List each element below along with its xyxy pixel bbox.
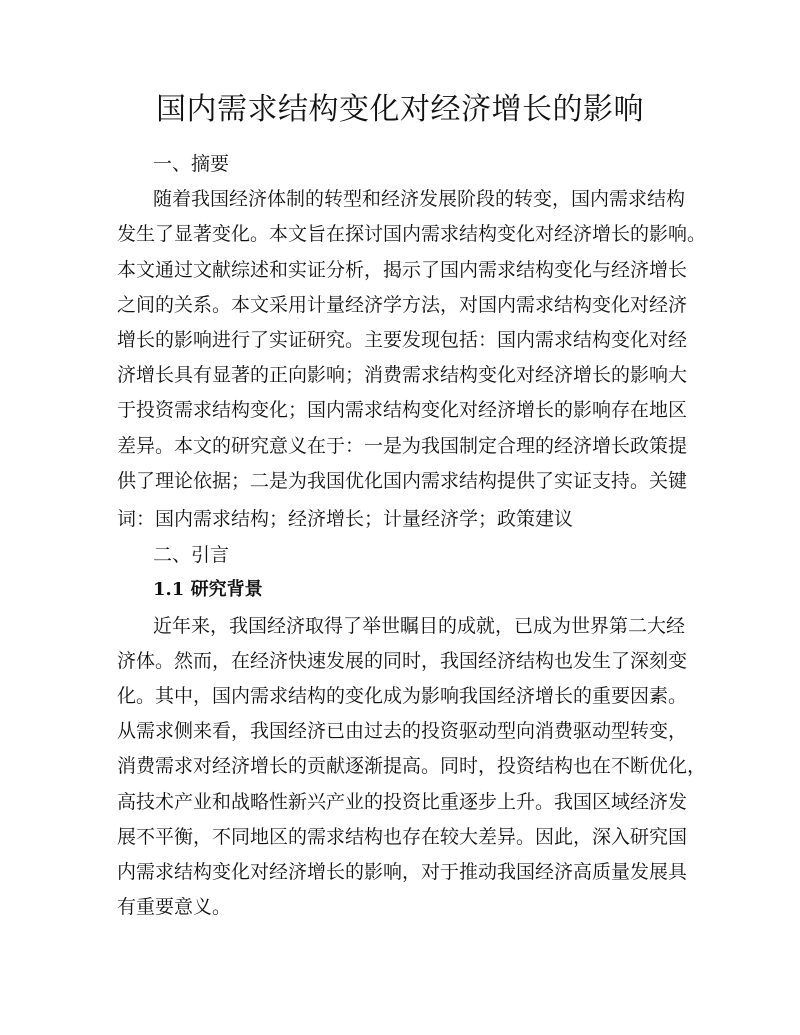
abstract-line: 济增长具有显著的正向影响；消费需求结构变化对经济增长的影响大 [117,364,688,386]
abstract-line: 词：国内需求结构；经济增长；计量经济学；政策建议 [117,508,574,530]
background-line: 济体。然而，在经济快速发展的同时，我国经济结构也发生了深刻变 [117,650,688,672]
background-line: 高技术产业和战略性新兴产业的投资比重逐步上升。我国区域经济发 [117,791,688,813]
background-line: 内需求结构变化对经济增长的影响，对于推动我国经济高质量发展具 [117,861,688,883]
abstract-line: 增长的影响进行了实证研究。主要发现包括：国内需求结构变化对经 [117,329,688,351]
document-title: 国内需求结构变化对经济增长的影响 [156,92,644,127]
background-line: 化。其中，国内需求结构的变化成为影响我国经济增长的重要因素。 [117,685,688,707]
background-line: 近年来，我国经济取得了举世瞩目的成就，已成为世界第二大经 [153,615,686,637]
abstract-line: 于投资需求结构变化；国内需求结构变化对经济增长的影响存在地区 [117,399,688,421]
abstract-line: 供了理论依据；二是为我国优化国内需求结构提供了实证支持。关键 [117,470,688,492]
abstract-line: 随着我国经济体制的转型和经济发展阶段的转变，国内需求结构 [153,188,686,210]
background-line: 有重要意义。 [117,896,232,918]
intro-heading: 二、引言 [153,544,230,566]
abstract-line: 本文通过文献综述和实证分析，揭示了国内需求结构变化与经济增长 [117,259,688,281]
background-line: 展不平衡，不同地区的需求结构也存在较大差异。因此，深入研究国 [117,826,688,848]
abstract-heading: 一、摘要 [153,153,230,175]
abstract-line: 发生了显著变化。本文旨在探讨国内需求结构变化对经济增长的影响。 [117,223,707,245]
background-line: 从需求侧来看，我国经济已由过去的投资驱动型向消费驱动型转变， [117,720,688,742]
abstract-line: 之间的关系。本文采用计量经济学方法，对国内需求结构变化对经济 [117,294,688,316]
subsection-heading: 1.1 研究背景 [153,579,263,600]
background-line: 消费需求对经济增长的贡献逐渐提高。同时，投资结构也在不断优化， [117,755,707,777]
abstract-line: 差异。本文的研究意义在于：一是为我国制定合理的经济增长政策提 [117,435,688,457]
